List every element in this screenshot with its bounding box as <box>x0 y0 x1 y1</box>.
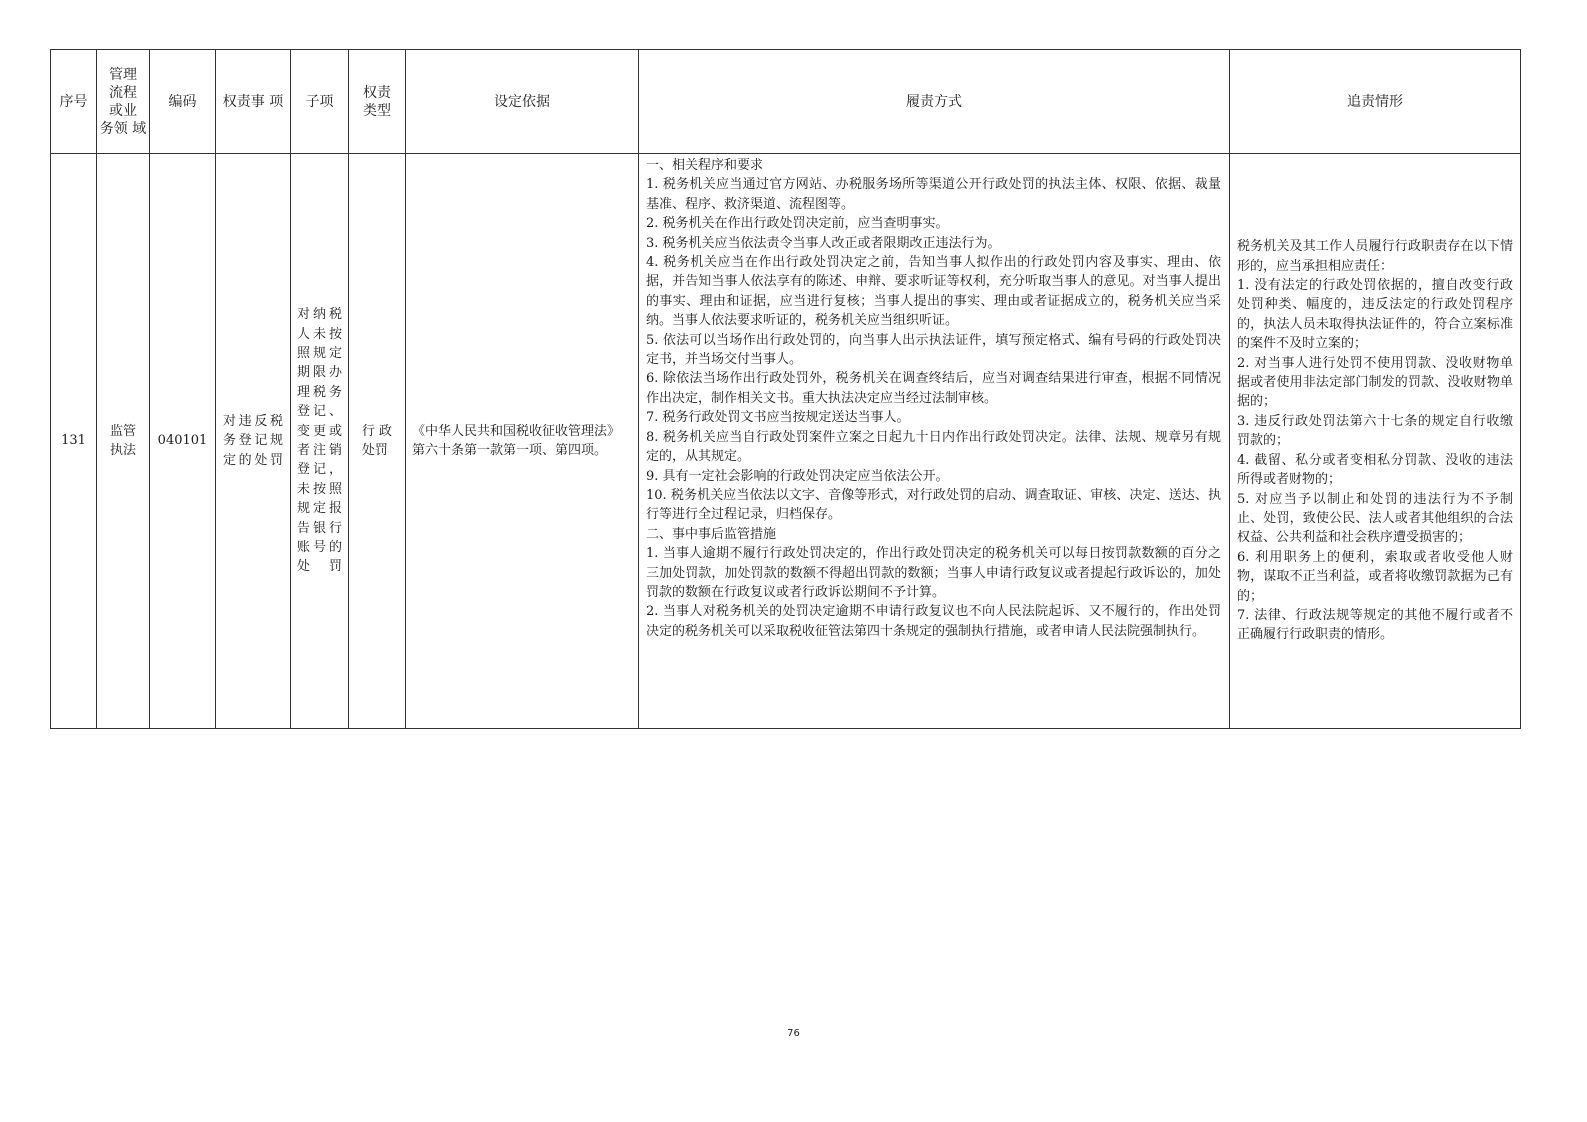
cell-type-line: 行 政 <box>361 423 393 439</box>
method-paragraph: 一、相关程序和要求 <box>646 158 764 173</box>
method-paragraph: 10. 税务机关应当依法以文字、音像等形式，对行政处罚的启动、调查取证、审核、决定、送达、执行等进行全过程记录，归档保存。 <box>646 487 1221 523</box>
accountability-paragraph: 税务机关及其工作人员履行行政职责存在以下情形的，应当承担相应责任： <box>1237 239 1513 274</box>
header-area <box>97 50 150 154</box>
page-number: 76 <box>787 1028 800 1039</box>
method-list <box>646 154 1221 641</box>
cell-accountability <box>1230 154 1521 729</box>
header-item-line: 权责事 <box>222 93 265 110</box>
header-area-line: 流程 <box>109 84 137 101</box>
header-area-line: 域 <box>132 120 147 137</box>
method-paragraph: 7. 税务行政处罚文书应当按规定送达当事人。 <box>646 410 910 426</box>
method-paragraph: 1. 当事人逾期不履行行政处罚决定的，作出行政处罚决定的税务机关可以每日按罚款数额的百分之三加处罚款，加处罚款的数额不得超出罚款的数额；当事人申请行政复议或者提起行政诉讼的，加处罚款的数额在行政复议或者行政诉讼期间不予计算。 <box>646 546 1221 600</box>
cell-seq: 131 <box>51 154 97 729</box>
method-paragraph: 1. 税务机关应当通过官方网站、办税服务场所等渠道公开行政处罚的执法主体、权限、依据、裁量基准、程序、救济渠道、流程图等。 <box>646 177 1221 212</box>
header-basis: 设定依据 <box>406 50 639 154</box>
header-code: 编码 <box>150 50 216 154</box>
accountability-paragraph: 4. 截留、私分或者变相私分罚款、没收的违法所得或者财物的； <box>1237 452 1513 488</box>
header-area-line: 或业 <box>109 102 137 119</box>
accountability-list <box>1237 237 1513 645</box>
cell-area <box>97 154 150 729</box>
accountability-paragraph: 5. 对应当予以制止和处罚的违法行为不予制止、处罚，致使公民、法人或者其他组织的合法权益、公共利益和社会秩序遭受损害的； <box>1237 491 1513 546</box>
powers-table <box>50 49 1521 729</box>
header-accountability: 追责情形 <box>1230 50 1521 154</box>
cell-item: 对违反税务登记规定的处罚 <box>216 154 291 729</box>
cell-type-line: 处罚 <box>361 443 388 458</box>
header-item-line: 项 <box>269 93 284 110</box>
method-paragraph: 4. 税务机关应当在作出行政处罚决定之前，告知当事人拟作出的行政处罚内容及事实、理由、依据，并告知当事人依法享有的陈述、申辩、要求听证等权利，充分听取当事人的意见。对当事人提出的事实、理由和证据，应当进行复核；当事人提出的事实、理由或者证据成立的，税务机关应当采纳。当事人依法要求听证的，税务机关应当组织听证。 <box>646 255 1221 329</box>
method-paragraph: 2. 当事人对税务机关的处罚决定逾期不申请行政复议也不向人民法院起诉、又不履行的，作出处罚决定的税务机关可以采取税收征管法第四十条规定的强制执行措施，或者申请人民法院强制执行。 <box>646 604 1221 639</box>
header-item <box>216 50 291 154</box>
cell-subitem: 对纳税人未按照规定期限办理税务登记、变更或者注销登记，未按照规定报告银行账号的处罚 <box>291 154 349 729</box>
accountability-paragraph: 6. 利用职务上的便利，索取或者收受他人财物，谋取不正当利益，或者将收缴罚款据为己有的； <box>1237 549 1513 604</box>
header-type-line: 类型 <box>363 102 391 119</box>
method-paragraph: 8. 税务机关应当自行政处罚案件立案之日起九十日内作出行政处罚决定。法律、法规、规章另有规定的，从其规定。 <box>646 429 1221 465</box>
header-area-line: 务领 <box>99 120 128 137</box>
header-area-line: 管理 <box>109 66 137 83</box>
header-sub: 子项 <box>291 50 349 154</box>
method-paragraph: 二、事中事后监管措施 <box>646 526 777 542</box>
header-type <box>349 50 406 154</box>
method-paragraph: 6. 除依法当场作出行政处罚外，税务机关在调查终结后，应当对调查结果进行审查，根据不同情况作出决定，制作相关文书。重大执法决定应当经过法制审核。 <box>646 371 1221 406</box>
cell-code: 040101 <box>150 154 216 729</box>
header-type-line: 权责 <box>363 84 391 101</box>
method-paragraph: 9. 具有一定社会影响的行政处罚决定应当依法公开。 <box>646 468 949 484</box>
cell-area-line: 执法 <box>109 443 136 458</box>
cell-basis: 《中华人民共和国税收征收管理法》第六十条第一款第一项、第四项。 <box>406 154 639 729</box>
cell-type <box>349 154 406 729</box>
table-header-row <box>51 50 1521 154</box>
accountability-paragraph: 3. 违反行政处罚法第六十七条的规定自行收缴罚款的； <box>1237 413 1513 449</box>
header-seq: 序号 <box>51 50 97 154</box>
accountability-paragraph: 1. 没有法定的行政处罚依据的，擅自改变行政处罚种类、幅度的，违反法定的行政处罚程序的，执法人员未取得执法证件的，符合立案标准的案件不及时立案的； <box>1237 278 1513 352</box>
accountability-paragraph: 2. 对当事人进行处罚不使用罚款、没收财物单据或者使用非法定部门制发的罚款、没收财物单据的； <box>1237 355 1513 410</box>
method-paragraph: 5. 依法可以当场作出行政处罚的，向当事人出示执法证件，填写预定格式、编有号码的行政处罚决定书，并当场交付当事人。 <box>646 332 1221 368</box>
cell-method <box>639 154 1230 729</box>
cell-area-line: 监管 <box>109 423 136 439</box>
accountability-paragraph: 7. 法律、行政法规等规定的其他不履行或者不正确履行行政职责的情形。 <box>1237 607 1513 643</box>
method-paragraph: 3. 税务机关应当依法责令当事人改正或者限期改正违法行为。 <box>646 235 1001 251</box>
header-method: 履责方式 <box>639 50 1230 154</box>
method-paragraph: 2. 税务机关在作出行政处罚决定前，应当查明事实。 <box>646 216 949 232</box>
table-row <box>51 154 1521 729</box>
